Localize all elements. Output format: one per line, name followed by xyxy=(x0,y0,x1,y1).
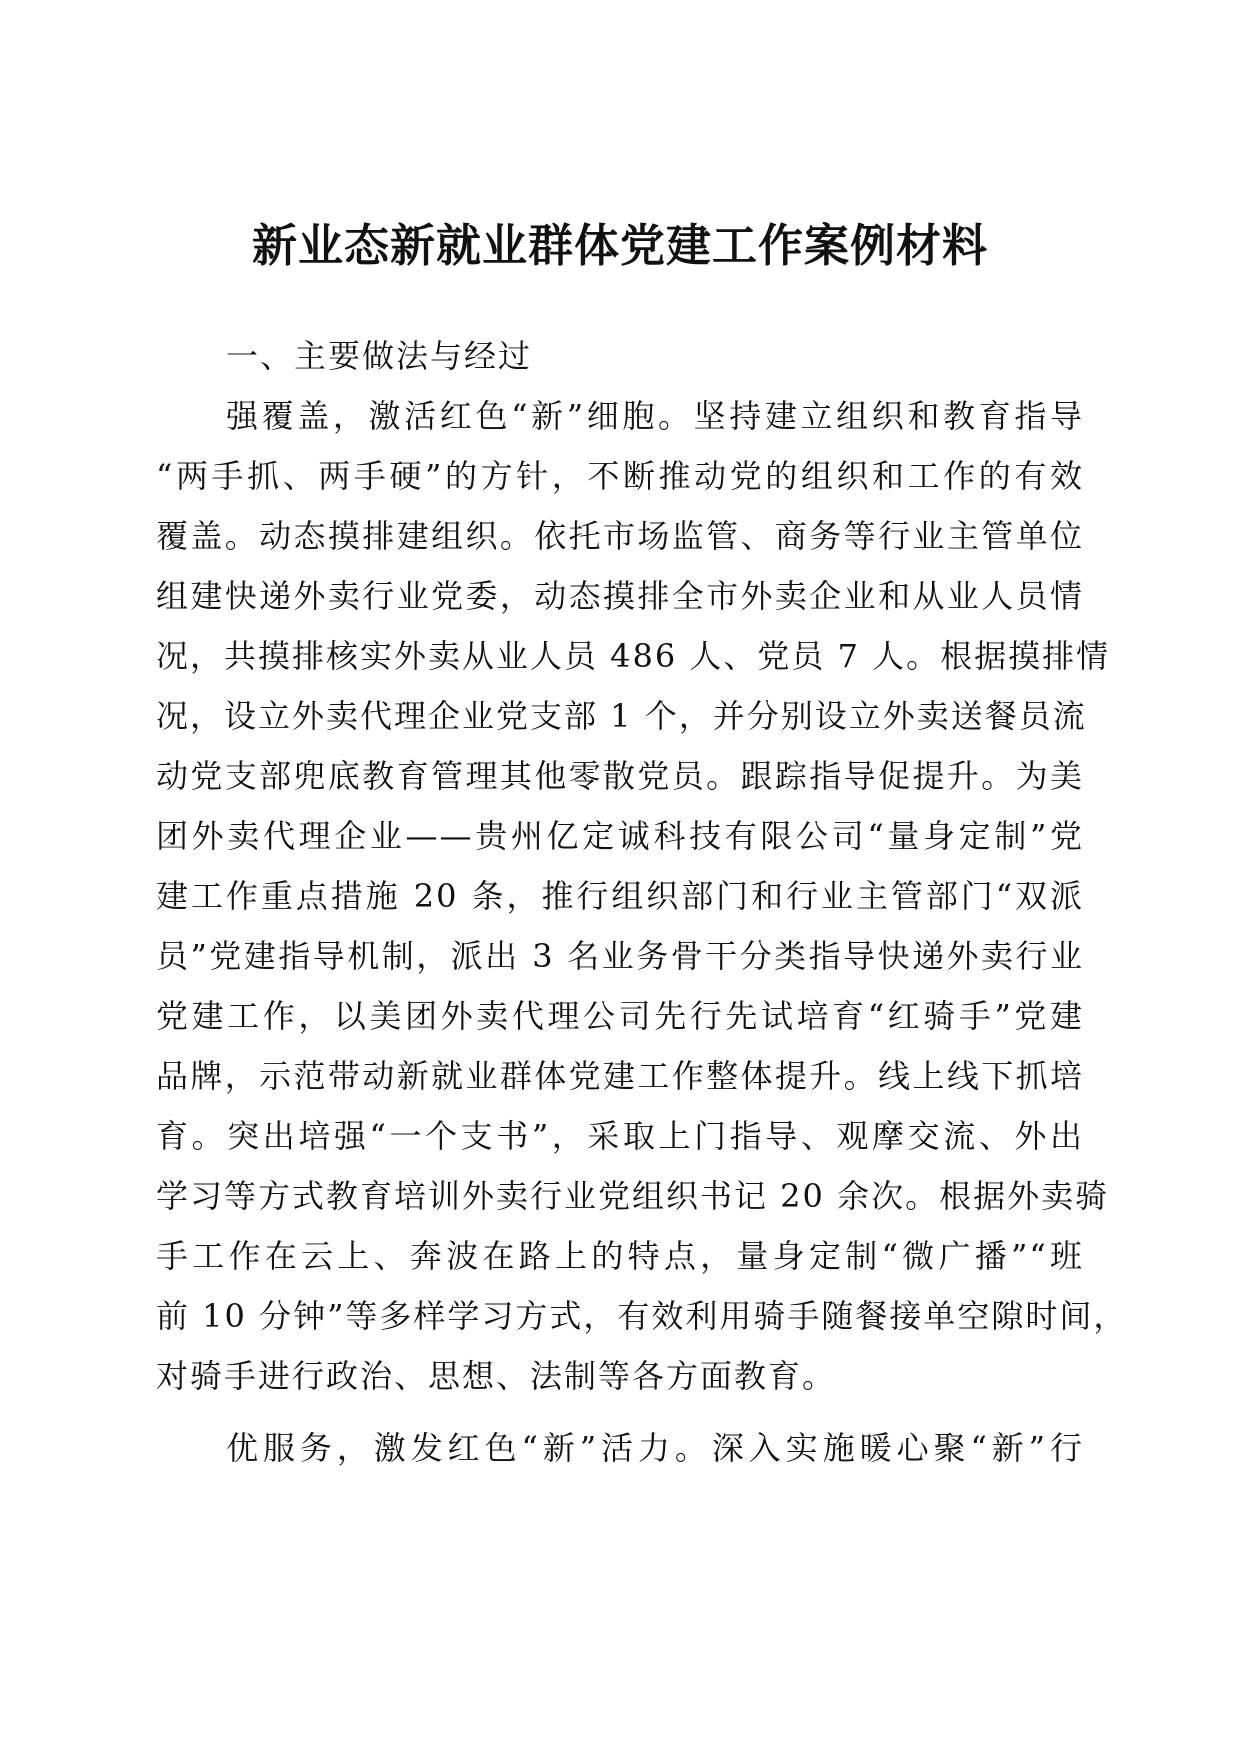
paragraph-line: 动党支部兜底教育管理其他零散党员。跟踪指导促提升。为美 xyxy=(156,757,1084,795)
paragraph-line: 员”党建指导机制，派出 3 名业务骨干分类指导快递外卖行业 xyxy=(156,937,1084,975)
paragraph-line: 手工作在云上、奔波在路上的特点，量身定制“微广播”“班 xyxy=(156,1237,1084,1275)
paragraph-line: 对骑手进行政治、思想、法制等各方面教育。 xyxy=(156,1357,837,1395)
paragraph-line: 况，设立外卖代理企业党支部 1 个，并分别设立外卖送餐员流 xyxy=(156,697,1087,735)
paragraph-line: “两手抓、两手硬”的方针，不断推动党的组织和工作的有效 xyxy=(156,457,1084,495)
paragraph-line: 育。突出培强“一个支书”，采取上门指导、观摩交流、外出 xyxy=(156,1117,1084,1155)
paragraph-line: 强覆盖，激活红色“新”细胞。坚持建立组织和教育指导 xyxy=(226,397,1084,435)
paragraph-line: 建工作重点措施 20 条，推行组织部门和行业主管部门“双派 xyxy=(156,877,1084,915)
paragraph-line: 组建快递外卖行业党委，动态摸排全市外卖企业和从业人员情 xyxy=(156,577,1084,615)
paragraph-line: 品牌，示范带动新就业群体党建工作整体提升。线上线下抓培 xyxy=(156,1057,1084,1095)
paragraph-line: 党建工作，以美团外卖代理公司先行先试培育“红骑手”党建 xyxy=(156,997,1084,1035)
paragraph-line: 况，共摸排核实外卖从业人员 486 人、党员 7 人。根据摸排情 xyxy=(156,637,1111,675)
paragraph-line: 优服务，激发红色“新”活力。深入实施暖心聚“新”行 xyxy=(226,1429,1084,1467)
document-body xyxy=(156,326,1128,1478)
paragraph-spacer xyxy=(156,1406,1084,1418)
document-title: 新业态新就业群体党建工作案例材料 xyxy=(251,219,988,272)
paragraph-line: 团外卖代理企业——贵州亿定诚科技有限公司“量身定制”党 xyxy=(156,817,1084,855)
paragraph-line: 前 10 分钟”等多样学习方式，有效利用骑手随餐接单空隙时间， xyxy=(156,1297,1128,1335)
section-heading: 一、主要做法与经过 xyxy=(226,337,533,375)
paragraph-line: 覆盖。动态摸排建组织。依托市场监管、商务等行业主管单位 xyxy=(156,517,1084,555)
paragraph-line: 学习等方式教育培训外卖行业党组织书记 20 余次。根据外卖骑 xyxy=(156,1177,1110,1215)
paragraph-2 xyxy=(156,1418,1084,1478)
paragraph-1 xyxy=(156,386,1128,1406)
